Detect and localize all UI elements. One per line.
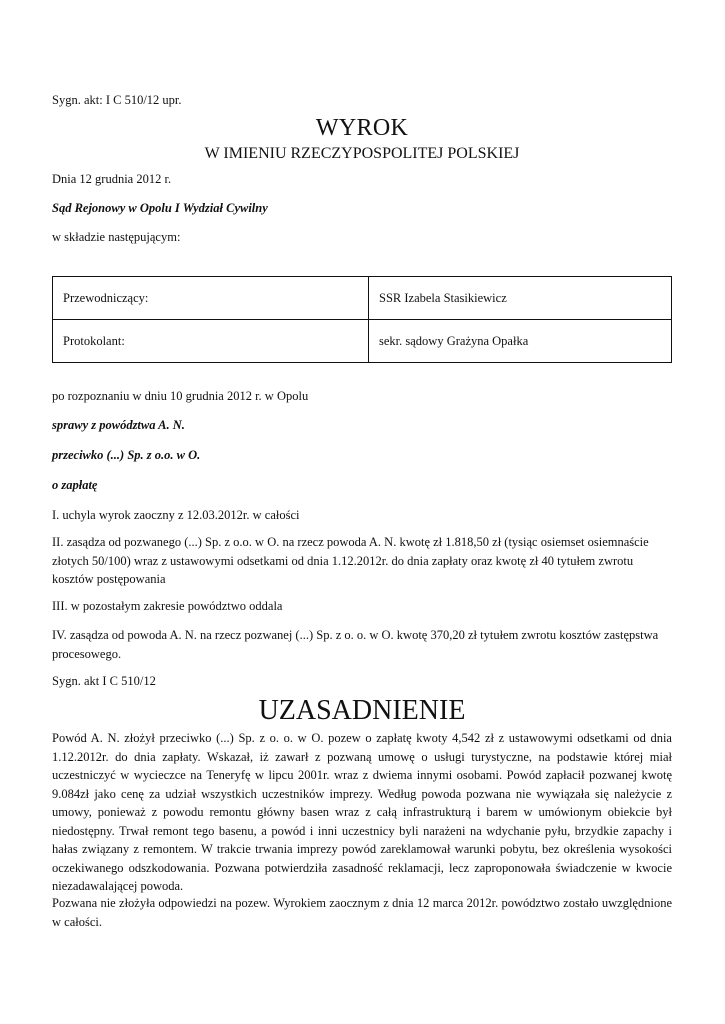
verdict-title: WYROK bbox=[315, 115, 409, 141]
composition-label: w składzie następującym: bbox=[52, 230, 181, 244]
verdict-point-2: II. zasądza od pozwanego (...) Sp. z o.o. w O. na rzecz powoda A. N. kwotę zł 1.818,50 zł (tysiąc osiemset osiemnaście złotych 50/100) wraz z ustawowymi odsetkami od dnia 1.12.2012r. do dnia zapłaty oraz kwotę zł 40 tytułem zwrotu kosztów postępowania bbox=[52, 535, 649, 586]
court-name: Sąd Rejonowy w Opolu I Wydział Cywilny bbox=[52, 201, 268, 215]
verdict-point-4: IV. zasądza od powoda A. N. na rzecz pozwanej (...) Sp. z o. o. w O. kwotę 370,20 zł tytułem zwrotu kosztów zastępstwa procesowego. bbox=[52, 628, 659, 661]
table-cell-name: SSR Izabela Stasikiewicz bbox=[369, 277, 672, 320]
defendant-line: przeciwko (...) Sp. z o.o. w O. bbox=[52, 448, 201, 462]
verdict-point-1: I. uchyla wyrok zaoczny z 12.03.2012r. w całości bbox=[52, 508, 300, 522]
verdict-date: Dnia 12 grudnia 2012 r. bbox=[52, 172, 172, 186]
verdict-subtitle: W IMIENIU RZECZYPOSPOLITEJ POLSKIEJ bbox=[204, 145, 520, 162]
table-cell-role: Protokolant: bbox=[53, 320, 369, 363]
hearing-info: po rozpoznaniu w dniu 10 grudnia 2012 r. w Opolu bbox=[52, 389, 309, 403]
justification-paragraph-1: Powód A. N. złożył przeciwko (...) Sp. z o. o. w O. pozew o zapłatę kwoty 4,542 zł z ustawowymi odsetkami od dnia 1.12.2012r. do dnia zapłaty. Wskazał, iż zawarł z pozwaną umowę o usługi turystyczne, na podstawie której miał uczestniczyć w wycieczce na Teneryfę w lipcu 2001r. wraz z dwiema innymi osobami. Powód zapłacił pozwanej kwotę 9.084zł jako cenę za udział wszystkich uczestników imprezy. Według powoda pozwana nie wywiązała się należycie z umowy, ponieważ z powodu remontu główny basen wraz z całą infrastrukturą i barem w umówionym obiekcie był niedostępny. Trwał remont tego basenu, a powód i inni uczestnicy byli narażeni na wdychanie pyłu, brzydkie zapachy i hałas związany z remontem. W trakcie trwania imprezy powód zareklamował warunki pobytu, bez określenia wysokości oczekiwanego odszkodowania. Pozwana potwierdziła zasadność reklamacji, lecz zaproponowała świadczenie w kwocie niezadawalającej powoda. bbox=[52, 731, 672, 893]
table-cell-role: Przewodniczący: bbox=[53, 277, 369, 320]
table-row bbox=[53, 277, 672, 320]
justification-signature: Sygn. akt I C 510/12 bbox=[52, 674, 156, 688]
subject-line: o zapłatę bbox=[52, 478, 98, 492]
composition-table bbox=[52, 276, 672, 363]
table-cell-name: sekr. sądowy Grażyna Opałka bbox=[369, 320, 672, 363]
table-row bbox=[53, 320, 672, 363]
justification-paragraph-2: Pozwana nie złożyła odpowiedzi na pozew. Wyrokiem zaocznym z dnia 12 marca 2012r. powództwo zostało uwzględnione w całości. bbox=[52, 896, 672, 929]
verdict-point-3: III. w pozostałym zakresie powództwo oddala bbox=[52, 599, 283, 613]
case-signature: Sygn. akt: I C 510/12 upr. bbox=[52, 93, 182, 107]
justification-title: UZASADNIENIE bbox=[258, 695, 466, 726]
plaintiff-line: sprawy z powództwa A. N. bbox=[52, 418, 185, 432]
